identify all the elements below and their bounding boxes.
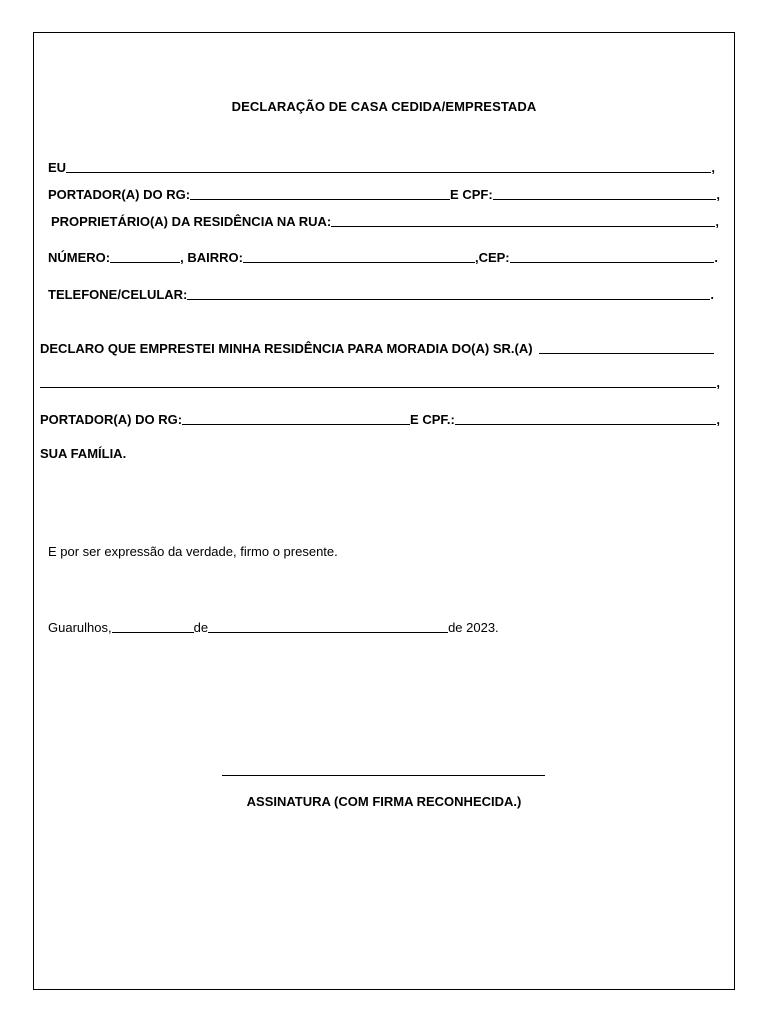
borrower-comma: , bbox=[716, 375, 720, 390]
owner-cpf-label: E CPF: bbox=[450, 187, 493, 202]
owner-rg-field[interactable] bbox=[190, 185, 450, 200]
borrower-cpf-field[interactable] bbox=[455, 410, 717, 425]
eu-label: EU bbox=[48, 160, 67, 175]
street-field[interactable] bbox=[331, 212, 715, 227]
declaration-statement: DECLARO QUE EMPRESTEI MINHA RESIDÊNCIA PARA MORADIA DO(A) SR.(A) bbox=[40, 341, 533, 356]
eu-row bbox=[48, 157, 715, 175]
street-row bbox=[51, 211, 719, 229]
address-row bbox=[48, 247, 718, 265]
owner-rg-label: PORTADOR(A) DO RG: bbox=[48, 187, 191, 202]
borrower-name-continuation-field[interactable] bbox=[40, 373, 716, 388]
borrower-name-continuation-row bbox=[40, 372, 720, 390]
street-comma: , bbox=[715, 214, 719, 229]
number-field[interactable] bbox=[110, 248, 180, 263]
street-label: PROPRIETÁRIO(A) DA RESIDÊNCIA NA RUA: bbox=[51, 214, 332, 229]
document-title: DECLARAÇÃO DE CASA CEDIDA/EMPRESTADA bbox=[231, 99, 537, 114]
day-field[interactable] bbox=[112, 618, 194, 633]
owner-cpf-comma: , bbox=[716, 187, 720, 202]
date-row bbox=[48, 617, 499, 635]
year-label: de 2023. bbox=[448, 620, 499, 635]
phone-row bbox=[48, 284, 714, 302]
owner-rg-cpf-row bbox=[48, 184, 720, 202]
family-row bbox=[40, 443, 126, 461]
number-label: NÚMERO: bbox=[48, 250, 111, 265]
de-label: de bbox=[193, 620, 209, 635]
eu-name-field[interactable] bbox=[66, 158, 711, 173]
page-border bbox=[33, 32, 735, 990]
phone-period: . bbox=[710, 287, 714, 302]
bairro-label: , BAIRRO: bbox=[180, 250, 243, 265]
month-field[interactable] bbox=[208, 618, 448, 633]
owner-cpf-field[interactable] bbox=[493, 185, 717, 200]
family-text: SUA FAMÍLIA. bbox=[40, 446, 127, 461]
borrower-rg-cpf-row bbox=[40, 409, 720, 427]
bairro-field[interactable] bbox=[243, 248, 475, 263]
declaration-row bbox=[40, 338, 714, 356]
phone-field[interactable] bbox=[187, 285, 710, 300]
borrower-cpf-label: E CPF.: bbox=[410, 412, 455, 427]
city-label: Guarulhos, bbox=[48, 620, 112, 635]
signature-caption: ASSINATURA (COM FIRMA RECONHECIDA.) bbox=[246, 794, 522, 809]
borrower-name-field[interactable] bbox=[539, 339, 714, 354]
cep-label: ,CEP: bbox=[474, 250, 510, 265]
borrower-rg-field[interactable] bbox=[182, 410, 410, 425]
phone-label: TELEFONE/CELULAR: bbox=[48, 287, 188, 302]
borrower-cpf-comma: , bbox=[716, 412, 720, 427]
signature-line[interactable] bbox=[222, 775, 545, 776]
borrower-rg-label: PORTADOR(A) DO RG: bbox=[40, 412, 183, 427]
cep-period: . bbox=[714, 250, 718, 265]
eu-comma: , bbox=[711, 160, 715, 175]
truth-statement: E por ser expressão da verdade, firmo o presente. bbox=[48, 544, 338, 559]
cep-field[interactable] bbox=[510, 248, 715, 263]
